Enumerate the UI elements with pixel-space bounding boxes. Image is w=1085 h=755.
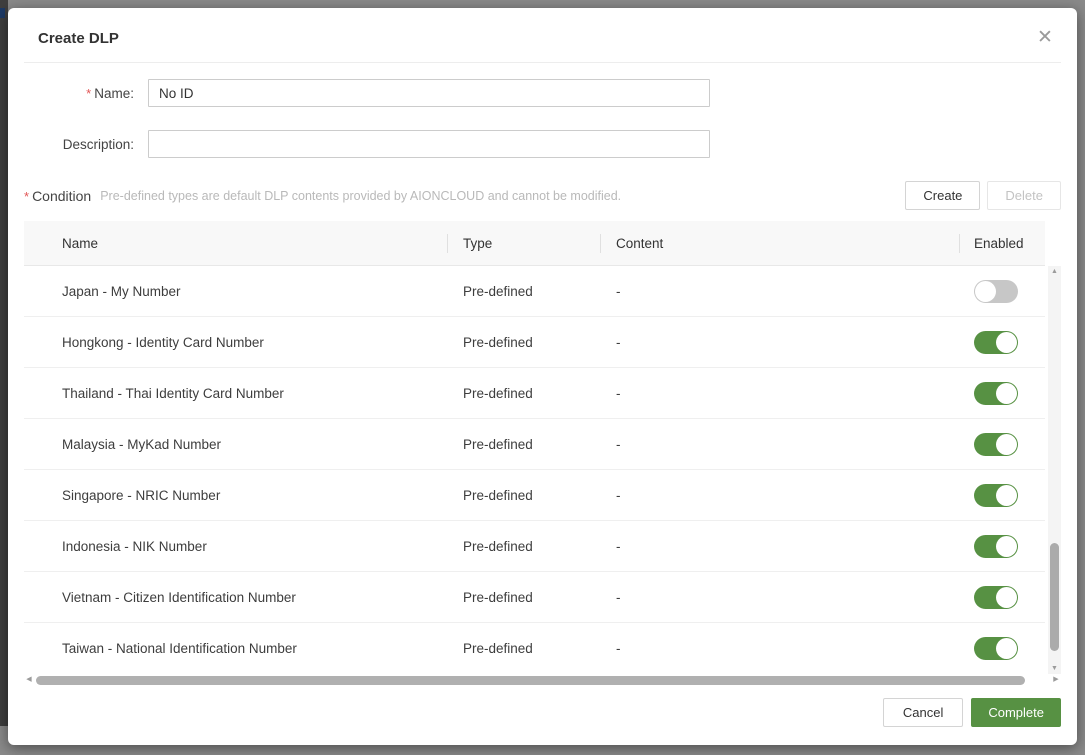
row-type-cell: Pre-defined: [463, 385, 533, 401]
row-content-cell: -: [616, 538, 621, 554]
row-enabled-cell: [959, 572, 1045, 622]
toggle-knob: [996, 536, 1017, 557]
dimmed-page-background: [0, 0, 8, 726]
name-row: [24, 79, 1061, 107]
row-name-cell: Thailand - Thai Identity Card Number: [62, 385, 284, 401]
row-content-cell: -: [616, 487, 621, 503]
row-content-cell: -: [616, 283, 621, 299]
scroll-left-icon[interactable]: ◀: [26, 676, 32, 683]
vertical-scrollbar[interactable]: [1048, 266, 1061, 674]
table-row: [24, 521, 1045, 572]
description-label: [24, 137, 148, 152]
table-row: [24, 368, 1045, 419]
cancel-button[interactable]: Cancel: [883, 698, 963, 727]
toggle-knob: [996, 587, 1017, 608]
toggle-knob: [996, 638, 1017, 659]
create-condition-button[interactable]: Create: [905, 181, 980, 210]
toggle-knob: [975, 281, 996, 302]
dialog-header: [24, 8, 1061, 63]
name-field[interactable]: [148, 79, 710, 107]
row-content-cell: -: [616, 385, 621, 401]
dimmed-page-fragment: [0, 8, 5, 18]
row-type-cell: Pre-defined: [463, 436, 533, 452]
column-header-enabled: Enabled: [959, 221, 1045, 265]
enabled-toggle[interactable]: [974, 484, 1018, 507]
table-row: [24, 317, 1045, 368]
name-label: [24, 86, 148, 101]
description-field[interactable]: [148, 130, 710, 158]
row-enabled-cell: [959, 623, 1045, 674]
enabled-toggle[interactable]: [974, 382, 1018, 405]
toggle-knob: [996, 383, 1017, 404]
row-enabled-cell: [959, 368, 1045, 418]
condition-label: [24, 188, 91, 204]
row-content-cell: -: [616, 436, 621, 452]
enabled-toggle[interactable]: [974, 331, 1018, 354]
row-type-cell: Pre-defined: [463, 589, 533, 605]
table-body: [24, 266, 1045, 674]
table-header: [24, 221, 1045, 266]
scroll-down-icon[interactable]: ▼: [1051, 665, 1058, 672]
vertical-scroll-thumb[interactable]: [1050, 543, 1059, 651]
enabled-toggle[interactable]: [974, 433, 1018, 456]
enabled-toggle[interactable]: [974, 586, 1018, 609]
dialog-footer: [24, 698, 1061, 727]
complete-button[interactable]: Complete: [971, 698, 1061, 727]
toggle-knob: [996, 485, 1017, 506]
required-asterisk: *: [86, 85, 92, 101]
vertical-scroll-track[interactable]: [1048, 277, 1061, 663]
enabled-toggle[interactable]: [974, 280, 1018, 303]
toggle-knob: [996, 332, 1017, 353]
table-row: [24, 572, 1045, 623]
row-name-cell: Malaysia - MyKad Number: [62, 436, 222, 452]
required-asterisk: *: [24, 188, 30, 204]
description-row: [24, 130, 1061, 158]
page-title: Create DLP: [38, 30, 119, 47]
row-name-cell: Indonesia - NIK Number: [62, 538, 207, 554]
toggle-knob: [996, 434, 1017, 455]
row-type-cell: Pre-defined: [463, 641, 533, 656]
row-enabled-cell: [959, 266, 1045, 316]
column-header-content: Content: [600, 221, 959, 265]
enabled-toggle[interactable]: [974, 637, 1018, 660]
condition-label-text: Condition: [32, 187, 92, 204]
condition-table: [24, 221, 1061, 674]
table-row: [24, 470, 1045, 521]
dlp-form: [24, 63, 1061, 158]
description-label-text: Description:: [62, 136, 134, 152]
table-row: [24, 623, 1045, 674]
scroll-right-icon[interactable]: ▶: [1053, 676, 1059, 683]
horizontal-scroll-thumb[interactable]: [36, 676, 1025, 685]
column-header-type: Type: [447, 221, 600, 265]
row-content-cell: -: [616, 641, 621, 656]
name-label-text: Name:: [94, 85, 134, 101]
table-row: [24, 419, 1045, 470]
row-name-cell: Japan - My Number: [62, 283, 181, 299]
row-name-cell: Hongkong - Identity Card Number: [62, 334, 264, 350]
scroll-up-icon[interactable]: ▲: [1051, 268, 1058, 275]
row-type-cell: Pre-defined: [463, 487, 533, 503]
row-type-cell: Pre-defined: [463, 538, 533, 554]
row-enabled-cell: [959, 521, 1045, 571]
table-row: [24, 266, 1045, 317]
horizontal-scrollbar[interactable]: [24, 675, 1061, 685]
close-icon[interactable]: ✕: [1037, 27, 1053, 48]
row-enabled-cell: [959, 470, 1045, 520]
column-header-name: Name: [62, 235, 99, 251]
row-content-cell: -: [616, 334, 621, 350]
condition-section-header: [24, 181, 1061, 210]
row-type-cell: Pre-defined: [463, 283, 533, 299]
horizontal-scroll-track[interactable]: [34, 676, 1051, 685]
enabled-toggle[interactable]: [974, 535, 1018, 558]
row-type-cell: Pre-defined: [463, 334, 533, 350]
condition-hint-text: Pre-defined types are default DLP contents provided by AIONCLOUD and cannot be modified.: [100, 188, 622, 203]
row-name-cell: Vietnam - Citizen Identification Number: [62, 589, 296, 605]
create-dlp-dialog: [8, 8, 1077, 745]
row-name-cell: Taiwan - National Identification Number: [62, 641, 297, 656]
row-name-cell: Singapore - NRIC Number: [62, 487, 221, 503]
row-enabled-cell: [959, 317, 1045, 367]
row-enabled-cell: [959, 419, 1045, 469]
row-content-cell: -: [616, 589, 621, 605]
delete-condition-button[interactable]: Delete: [987, 181, 1061, 210]
